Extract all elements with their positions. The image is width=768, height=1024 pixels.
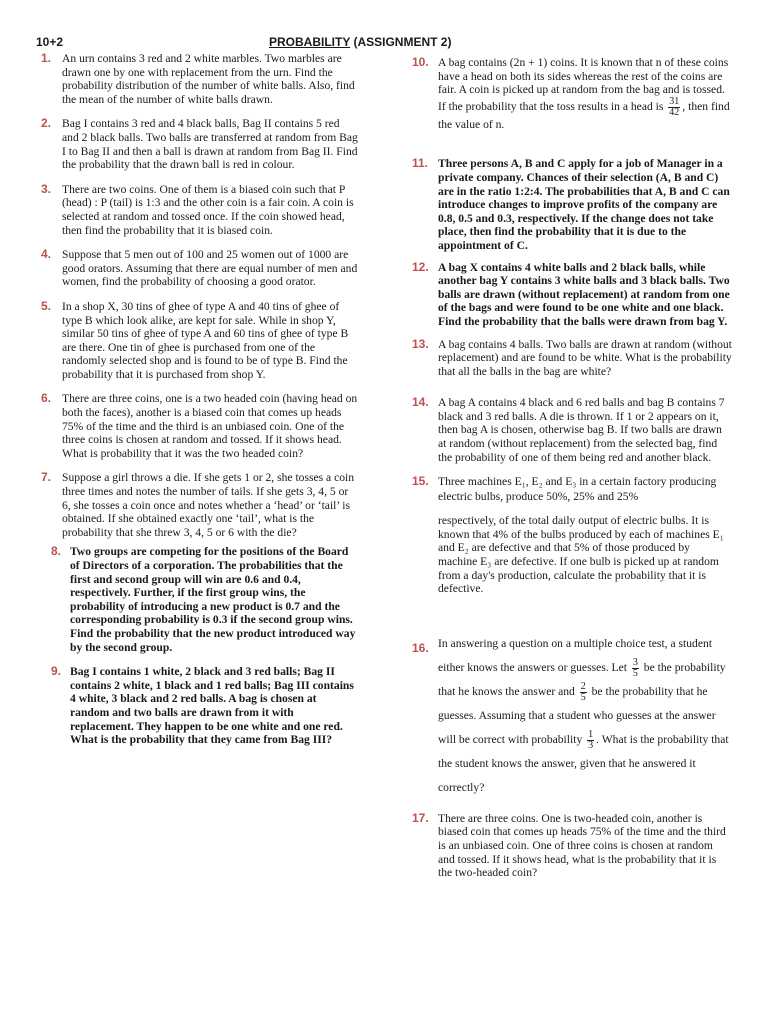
question-number: 7.	[41, 470, 52, 485]
question-17	[412, 812, 732, 880]
question-15	[412, 474, 732, 596]
question-text-cont: , then find the value of n.	[438, 99, 730, 131]
question-text: There are two coins. One of them is a biased coin such that P (head) : P (tail) is 1:3 and the other coin is a fair coin. A coin is selected at random and tossed once. If the coin showed head, then find the probability that it is biased coin.	[62, 182, 354, 237]
question-number: 10.	[412, 55, 429, 69]
question-number: 16.	[412, 640, 429, 655]
title-sub: (ASSIGNMENT 2)	[350, 35, 452, 49]
question-11	[412, 157, 732, 252]
question-text-cont: be the probability that he guesses. Assuming that a student who guesses at the answer will be correct with probability	[438, 684, 716, 746]
question-text: There are three coins. One is two-headed coin, another is biased coin that comes up heads 75% of the time and the third is an unbiased coin. One of three coins is chosen at random and tossed. If it shows head, what is the probability that it is the two-headed coin?	[438, 811, 726, 880]
question-text: A bag A contains 4 black and 6 red balls and bag B contains 7 black and 3 red balls. A die is thrown. If 1 or 2 appears on it, then bag A is chosen, otherwise bag B. If two balls are drawn at random (without replacement) from the selected bag, find the probability of one of them being red and another black.	[438, 396, 725, 464]
page-header	[0, 35, 768, 51]
fraction: $\frac{1}{3}$	[588, 728, 594, 751]
question-1	[40, 52, 358, 106]
question-number: 4.	[41, 247, 52, 262]
question-text: In a shop X, 30 tins of ghee of type A and 40 tins of ghee of type B which look alike, are kept for sale. While in shop Y, similar 50 tins of ghee of type A and 60 tins of ghee of type B are there. One tin of ghee is purchased from one of the randomly selected shop and is found to be of type B. Find the probability that it is purchased from shop Y.	[62, 299, 349, 381]
question-2	[40, 117, 358, 171]
right-column	[412, 52, 732, 880]
title-main: PROBABILITY	[269, 35, 351, 49]
question-9	[40, 665, 358, 747]
fraction: $\frac{2}{5}$	[580, 680, 586, 703]
grade-label: 10+2	[36, 35, 64, 49]
question-text: Suppose a girl throws a die. If she gets 1 or 2, she tosses a coin three times and notes the number of tails. If she gets 3, 4, 5 or 6, she tosses a coin once and notes whether a ‘head’ or ‘tail’ is obtained. If she obtained exactly one ‘tail’, what is the probability that she threw 3, 4, 5 or 6 with the die?	[62, 471, 355, 539]
question-text: Three persons A, B and C apply for a job of Manager in a private company. Chances of their selection (A, B and C) are in the ratio 1:2:4. The probabilities that A, B and C can introduce changes to improve profits of the company are 0.8, 0.5 and 0.3, respectively. If the change does not take place, then find the probability that it is due to the appointment of C.	[438, 157, 730, 252]
question-5	[40, 300, 358, 382]
question-10	[412, 56, 732, 131]
question-text: Suppose that 5 men out of 100 and 25 women out of 1000 are good orators. Assuming that there are equal number of men and women, find the probability of choosing a good orator.	[62, 248, 358, 289]
question-number: 8.	[51, 544, 62, 559]
question-13	[412, 338, 732, 379]
question-number: 1.	[41, 51, 52, 65]
question-text: A bag X contains 4 white balls and 2 black balls, while another bag Y contains 3 white balls and 3 black balls. Two balls are drawn (without replacement) at random from one of the bags and were found to be one white and one black. Find the probability that the balls were drawn from bag Y.	[438, 260, 730, 328]
question-7	[40, 471, 358, 539]
left-column	[40, 52, 358, 747]
fraction: $\frac{31}{42}$	[669, 95, 680, 118]
question-3	[40, 183, 358, 237]
question-number: 3.	[41, 181, 52, 196]
question-text-cont: . What is the probability that the student knows the answer, given that he answered it correctly?	[438, 732, 729, 794]
question-8	[40, 545, 358, 654]
question-number: 6.	[41, 391, 52, 406]
question-text: Three machines E₁, E₂ and E₃ in a certain factory producing electric bulbs, produce 50%, 25% and 25%	[438, 475, 717, 504]
question-12	[412, 261, 732, 329]
question-16	[412, 632, 732, 800]
question-text: Bag I contains 3 red and 4 black balls, Bag II contains 5 red and 2 black balls. Two balls are transferred at random from Bag I to Bag II and then a ball is drawn at random from Bag II. Find the probability that the drawn ball is red in colour.	[62, 117, 358, 172]
fraction: $\frac{3}{5}$	[632, 656, 638, 679]
question-number: 5.	[41, 298, 52, 313]
question-number: 15.	[412, 474, 429, 489]
question-text: Two groups are competing for the positions of the Board of Directors of a corporation. The probabilities that the first and second group will win are 0.6 and 0.4, respectively. Further, if the first group wins, the probability of introducing a new product is 0.7 and the corresponding probability is 0.3 if the second group wins. Find the probability that the new product introduced way by the second group.	[70, 545, 356, 654]
question-text: There are three coins, one is a two headed coin (having head on both the faces), another is a biased coin that comes up heads 75% of the time and the third is an unbiased coin. One of the three coins is chosen at random and tossed. If it shows head. What is probability that it was the two headed coin?	[62, 392, 358, 460]
question-text: A bag contains 4 balls. Two balls are drawn at random (without replacement) and are found to be white. What is the probability that all the balls in the bag are white?	[438, 337, 732, 378]
question-text: An urn contains 3 red and 2 white marbles. Two marbles are drawn one by one with replacement from the urn. Find the probability distribution of the number of white balls. Also, find the mean of the number of white balls drawn.	[62, 52, 355, 106]
question-number: 9.	[51, 664, 62, 679]
question-text-cont: be the probability that he knows the answer and	[438, 660, 726, 698]
question-text: A bag contains (2n + 1) coins. It is known that n of these coins have a head on both its sides whereas the rest of the coins are fair. A coin is picked up at random from the bag and is tossed. If the probability that the toss results in a head is	[438, 56, 729, 113]
question-number: 13.	[412, 336, 429, 351]
question-14	[412, 396, 732, 464]
question-6	[40, 392, 358, 460]
question-text: In answering a question on a multiple choice test, a student either knows the answers or guesses. Let	[438, 636, 712, 674]
question-number: 11.	[412, 156, 429, 171]
page-title	[269, 35, 451, 49]
question-text: Bag I contains 1 white, 2 black and 3 red balls; Bag II contains 2 white, 1 black and 1 red balls; Bag III contains 4 white, 3 black and 2 red balls. A bag is chosen at random and two balls are drawn from it with replacement. They happen to be one white and one red. What is the probability that they came from Bag III?	[70, 665, 354, 747]
question-15-continued: respectively, of the total daily output of electric bulbs. It is known that 4% of the bulbs produced by each of machines E₁ and E₂ are defective and that 5% of those produced by machine E₃ are defective. If one bulb is picked up at random from a day's production, calculate the probability that it is defective.	[438, 514, 724, 596]
question-number: 2.	[41, 116, 52, 131]
question-number: 14.	[412, 395, 429, 410]
question-number: 17.	[412, 810, 429, 825]
question-number: 12.	[412, 259, 429, 274]
question-4	[40, 248, 358, 289]
